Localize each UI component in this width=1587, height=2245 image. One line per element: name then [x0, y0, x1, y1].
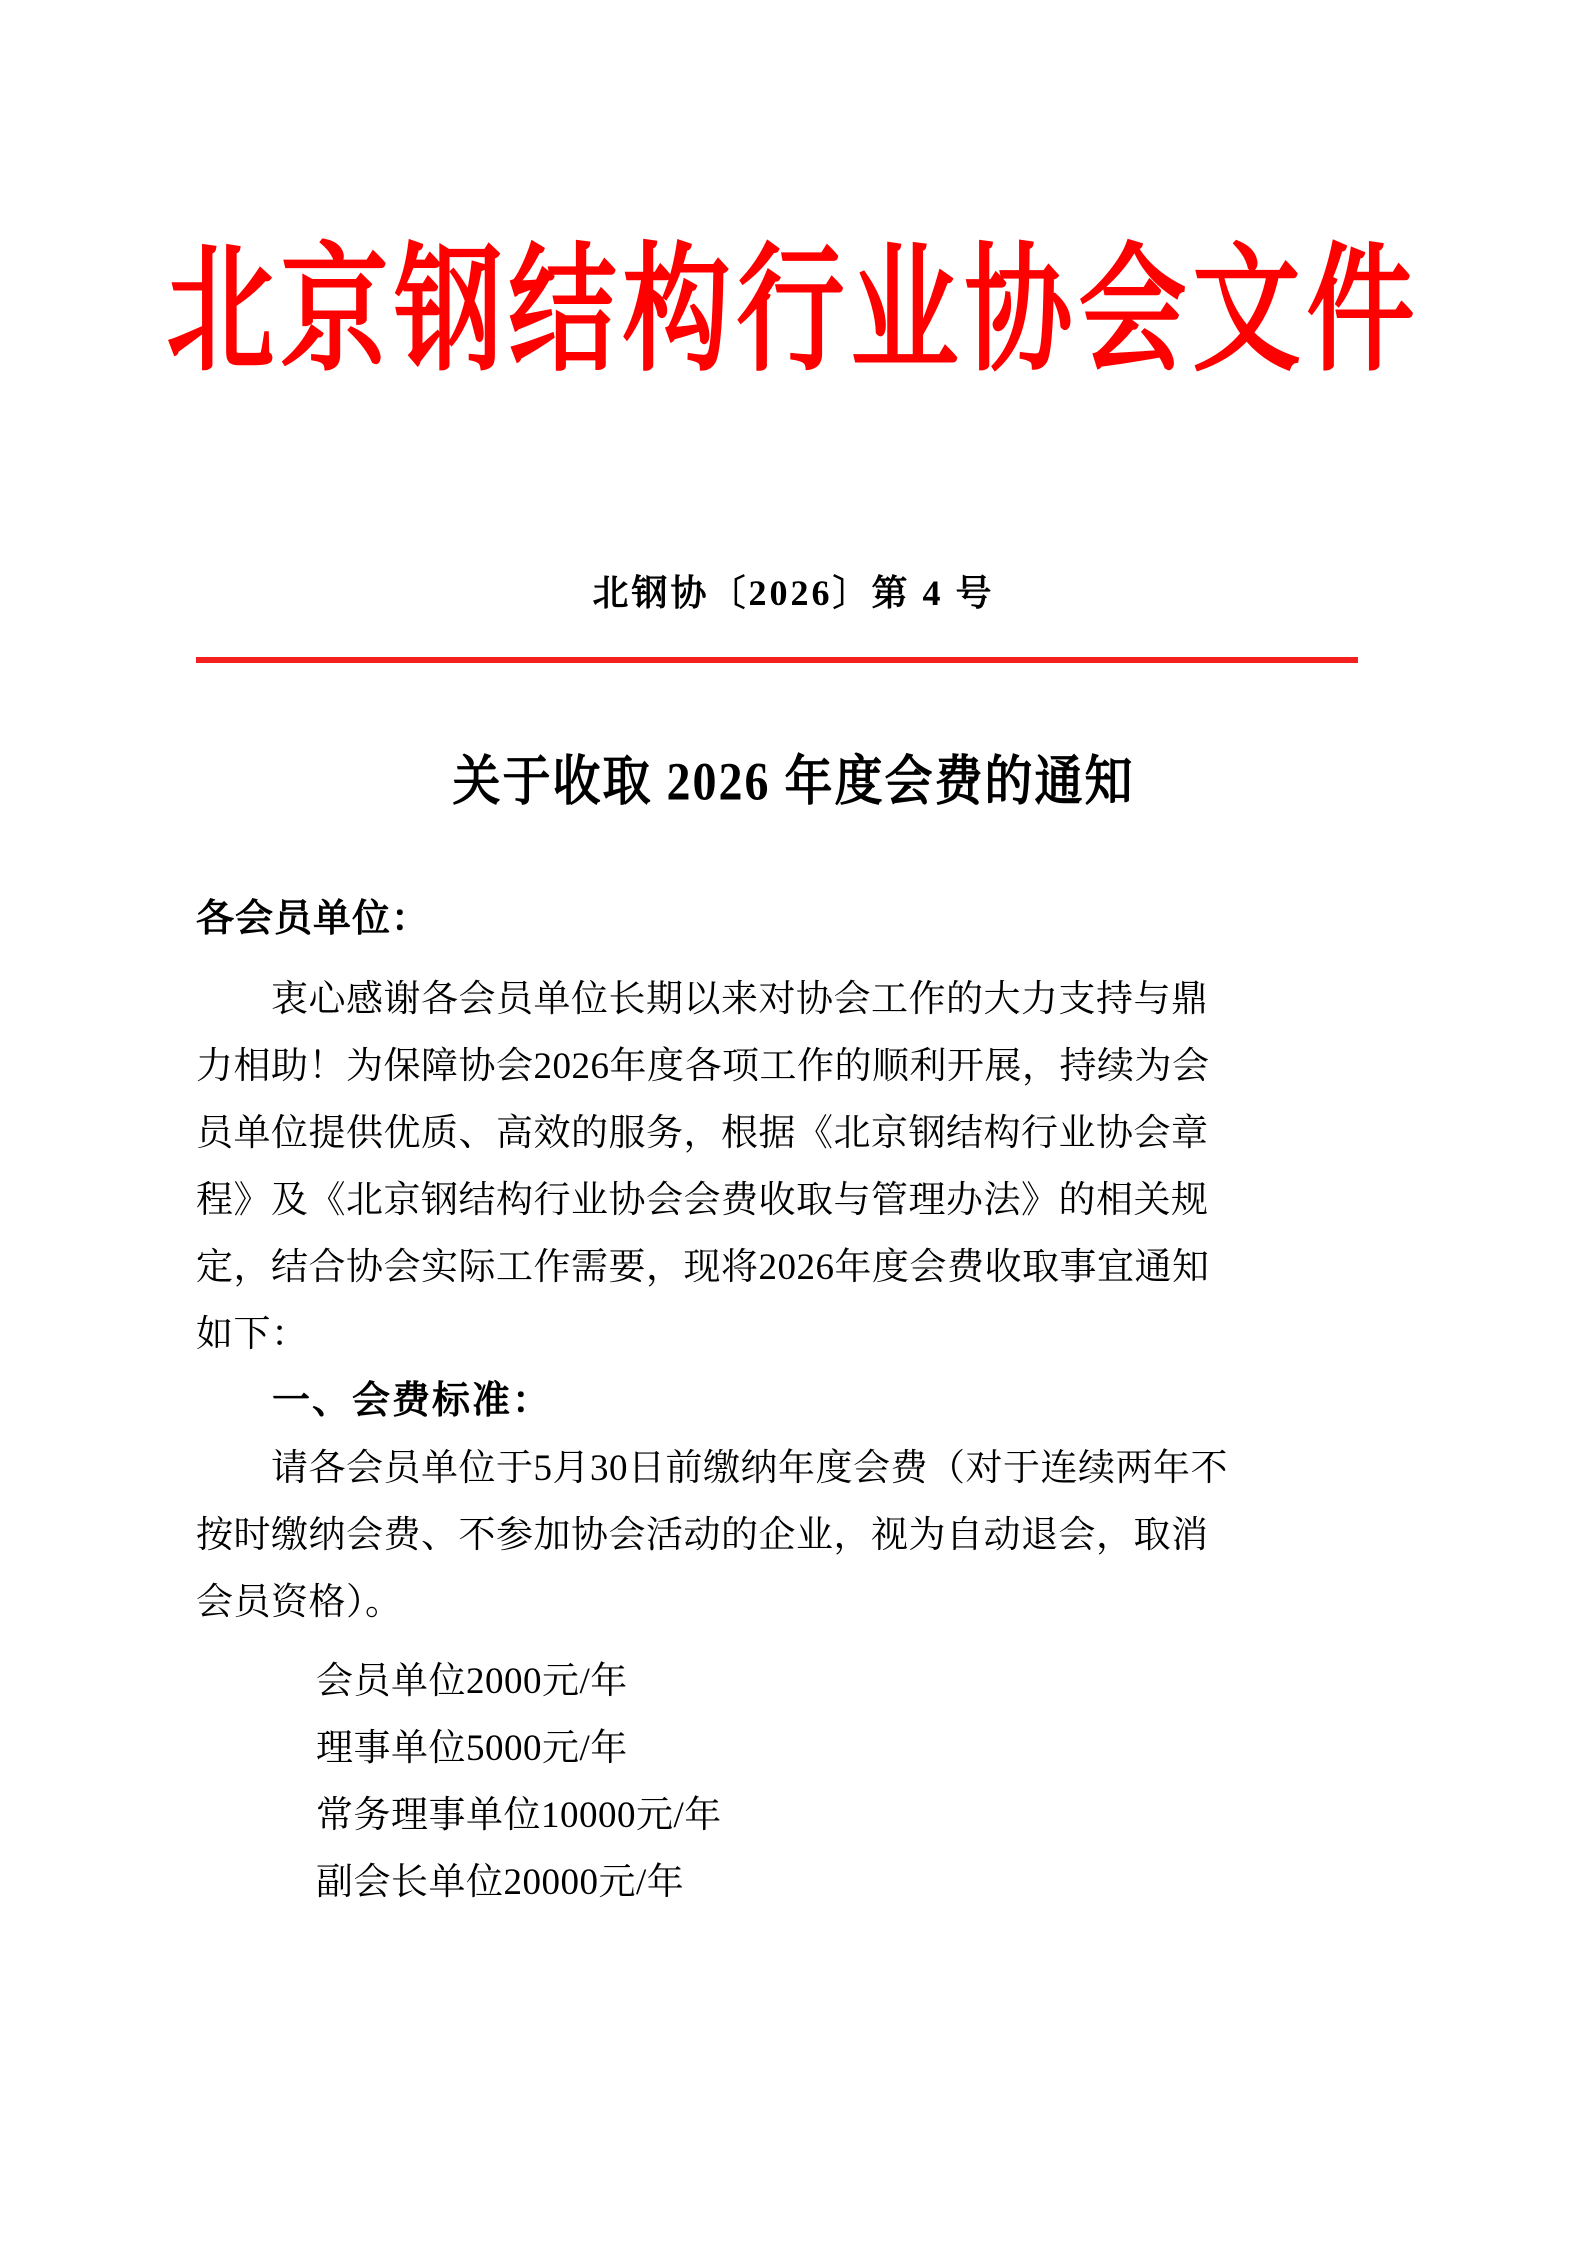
intro-line: 员单位提供优质、高效的服务，根据《北京钢结构行业协会章 [196, 1113, 1209, 1154]
intro-line: 如下： [196, 1314, 309, 1355]
payment-line: 请各会员单位于5月30日前缴纳年度会费（对于连续两年不 [196, 1448, 1228, 1489]
payment-paragraph [196, 1435, 1366, 1636]
payment-line: 会员资格）。 [196, 1582, 403, 1623]
intro-line: 衷心感谢各会员单位长期以来对协会工作的大力支持与鼎 [196, 979, 1209, 1020]
intro-line: 程》及《北京钢结构行业协会会费收取与管理办法》的相关规 [196, 1180, 1209, 1221]
intro-line: 力相助！为保障协会2026年度各项工作的顺利开展，持续为会 [196, 1046, 1210, 1087]
fee-list-item: 常务理事单位10000元/年 [316, 1795, 722, 1836]
fee-standard-list [196, 1648, 1366, 1916]
masthead [0, 236, 1587, 389]
salutation: 各会员单位： [196, 898, 431, 940]
red-divider-rule [196, 657, 1358, 663]
payment-line: 按时缴纳会费、不参加协会活动的企业，视为自动退会，取消 [196, 1515, 1209, 1556]
intro-paragraph [196, 966, 1366, 1368]
fee-list-item: 会员单位2000元/年 [316, 1661, 628, 1702]
document-number: 北钢协〔2026〕第 4 号 [592, 573, 995, 613]
intro-line: 定，结合协会实际工作需要，现将2026年度会费收取事宜通知 [196, 1247, 1210, 1288]
document-title: 关于收取 2026 年度会费的通知 [452, 752, 1135, 812]
masthead-title: 北京钢结构行业协会文件 [166, 236, 1421, 389]
fee-list-item: 理事单位5000元/年 [316, 1728, 628, 1769]
section-heading-fee-standard: 一、会费标准： [272, 1380, 553, 1422]
document-body [196, 900, 1366, 1916]
fee-list-item: 副会长单位20000元/年 [316, 1862, 685, 1903]
